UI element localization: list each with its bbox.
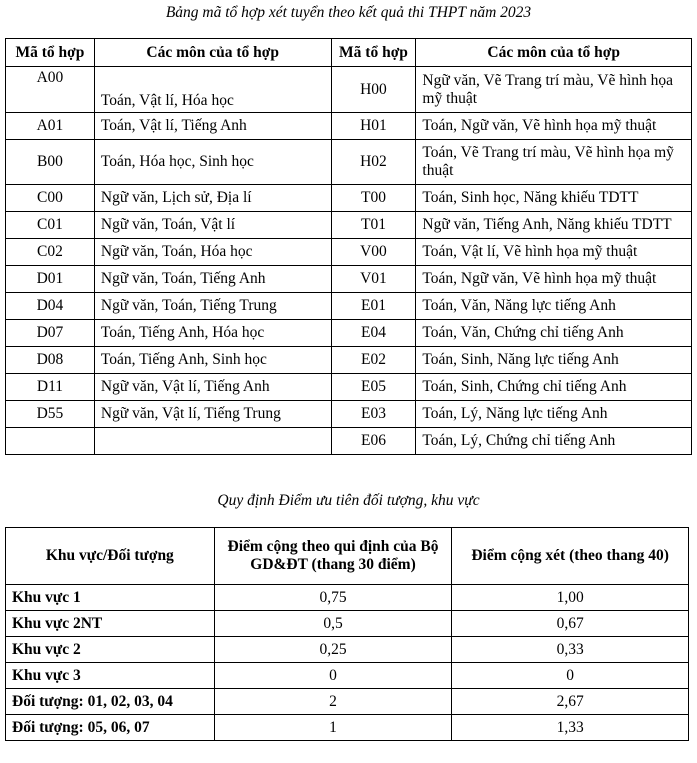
table-row <box>6 320 692 347</box>
points-30-cell: 0,75 <box>214 585 452 611</box>
table-row <box>6 715 689 741</box>
subjects-cell: Toán, Lý, Chứng chỉ tiếng Anh <box>416 428 692 455</box>
subjects-cell: Toán, Sinh học, Năng khiếu TDTT <box>416 185 692 212</box>
code-cell: E02 <box>331 347 416 374</box>
table-row <box>6 293 692 320</box>
table-row <box>6 185 692 212</box>
subjects-cell: Ngữ văn, Vẽ Trang trí màu, Vẽ hình họa mỹ thuật <box>416 67 692 113</box>
points-40-cell: 1,00 <box>452 585 689 611</box>
code-cell: D08 <box>6 347 95 374</box>
table-row <box>6 347 692 374</box>
table-row <box>6 113 692 140</box>
points-30-cell: 0,5 <box>214 611 452 637</box>
code-cell: H00 <box>331 67 416 113</box>
code-cell: D07 <box>6 320 95 347</box>
region-label-cell: Khu vực 2NT <box>6 611 215 637</box>
subjects-cell: Ngữ văn, Toán, Hóa học <box>94 239 331 266</box>
code-cell: B00 <box>6 140 95 185</box>
subjects-cell: Toán, Ngữ văn, Vẽ hình họa mỹ thuật <box>416 266 692 293</box>
subjects-cell: Toán, Hóa học, Sinh học <box>94 140 331 185</box>
points-30-cell: 0 <box>214 663 452 689</box>
points-30-cell: 1 <box>214 715 452 741</box>
subjects-cell: Ngữ văn, Toán, Tiếng Trung <box>94 293 331 320</box>
points-40-cell: 0,33 <box>452 637 689 663</box>
code-cell: A01 <box>6 113 95 140</box>
code-cell: H01 <box>331 113 416 140</box>
points-40-cell: 0,67 <box>452 611 689 637</box>
table2-caption: Quy định Điểm ưu tiên đối tượng, khu vực <box>217 492 480 509</box>
header-points-40: Điểm cộng xét (theo thang 40) <box>452 528 689 585</box>
subjects-cell: Toán, Vật lí, Tiếng Anh <box>94 113 331 140</box>
region-label-cell: Khu vực 2 <box>6 637 215 663</box>
code-cell: H02 <box>331 140 416 185</box>
code-cell: C02 <box>6 239 95 266</box>
subjects-cell: Toán, Lý, Năng lực tiếng Anh <box>416 401 692 428</box>
code-cell: V01 <box>331 266 416 293</box>
points-30-cell: 0,25 <box>214 637 452 663</box>
code-cell: E06 <box>331 428 416 455</box>
code-cell: V00 <box>331 239 416 266</box>
subjects-cell: Ngữ văn, Vật lí, Tiếng Trung <box>94 401 331 428</box>
subjects-cell: Ngữ văn, Toán, Vật lí <box>94 212 331 239</box>
code-cell: D55 <box>6 401 95 428</box>
region-label-cell: Khu vực 3 <box>6 663 215 689</box>
subjects-cell <box>94 428 331 455</box>
code-cell: A00 <box>6 67 95 113</box>
table-row <box>6 266 692 293</box>
code-cell: C01 <box>6 212 95 239</box>
header-subjects-2: Các môn của tổ hợp <box>416 39 692 67</box>
points-40-cell: 2,67 <box>452 689 689 715</box>
subjects-cell: Ngữ văn, Lịch sử, Địa lí <box>94 185 331 212</box>
table1-caption: Bảng mã tổ hợp xét tuyển theo kết quả thi THPT năm 2023 <box>165 4 532 21</box>
table-header-row <box>6 39 692 67</box>
header-code-1: Mã tổ hợp <box>6 39 95 67</box>
table-row <box>6 374 692 401</box>
table-row <box>6 212 692 239</box>
code-cell: T00 <box>331 185 416 212</box>
table-row <box>6 663 689 689</box>
code-cell: D04 <box>6 293 95 320</box>
subjects-cell: Ngữ văn, Tiếng Anh, Năng khiếu TDTT <box>416 212 692 239</box>
table-row <box>6 428 692 455</box>
table-row <box>6 585 689 611</box>
code-cell: E01 <box>331 293 416 320</box>
subjects-cell: Toán, Sinh, Chứng chỉ tiếng Anh <box>416 374 692 401</box>
header-subjects-1: Các môn của tổ hợp <box>94 39 331 67</box>
region-label-cell: Đối tượng: 01, 02, 03, 04 <box>6 689 215 715</box>
subjects-cell: Toán, Sinh, Năng lực tiếng Anh <box>416 347 692 374</box>
table-row <box>6 67 692 113</box>
combination-code-table <box>5 38 692 455</box>
code-cell: E03 <box>331 401 416 428</box>
subjects-cell: Toán, Tiếng Anh, Sinh học <box>94 347 331 374</box>
code-cell: D11 <box>6 374 95 401</box>
code-cell: C00 <box>6 185 95 212</box>
priority-points-table <box>5 527 689 741</box>
subjects-cell: Toán, Vật lí, Hóa học <box>94 67 331 113</box>
points-30-cell: 2 <box>214 689 452 715</box>
subjects-cell: Ngữ văn, Vật lí, Tiếng Anh <box>94 374 331 401</box>
region-label-cell: Khu vực 1 <box>6 585 215 611</box>
subjects-cell: Toán, Ngữ văn, Vẽ hình họa mỹ thuật <box>416 113 692 140</box>
points-40-cell: 1,33 <box>452 715 689 741</box>
header-region-object: Khu vực/Đối tượng <box>6 528 215 585</box>
subjects-cell: Toán, Văn, Năng lực tiếng Anh <box>416 293 692 320</box>
table-row <box>6 611 689 637</box>
header-code-2: Mã tổ hợp <box>331 39 416 67</box>
subjects-cell: Ngữ văn, Toán, Tiếng Anh <box>94 266 331 293</box>
table-header-row <box>6 528 689 585</box>
subjects-cell: Toán, Vật lí, Vẽ hình họa mỹ thuật <box>416 239 692 266</box>
header-points-30: Điểm cộng theo qui định của Bộ GD&ĐT (thang 30 điểm) <box>214 528 452 585</box>
table-row <box>6 689 689 715</box>
table-row <box>6 239 692 266</box>
code-cell: E05 <box>331 374 416 401</box>
code-cell: E04 <box>331 320 416 347</box>
table-row <box>6 637 689 663</box>
region-label-cell: Đối tượng: 05, 06, 07 <box>6 715 215 741</box>
code-cell: T01 <box>331 212 416 239</box>
subjects-cell: Toán, Văn, Chứng chỉ tiếng Anh <box>416 320 692 347</box>
table-row <box>6 401 692 428</box>
table-row <box>6 140 692 185</box>
code-cell: D01 <box>6 266 95 293</box>
subjects-cell: Toán, Vẽ Trang trí màu, Vẽ hình họa mỹ thuật <box>416 140 692 185</box>
subjects-cell: Toán, Tiếng Anh, Hóa học <box>94 320 331 347</box>
code-cell <box>6 428 95 455</box>
points-40-cell: 0 <box>452 663 689 689</box>
